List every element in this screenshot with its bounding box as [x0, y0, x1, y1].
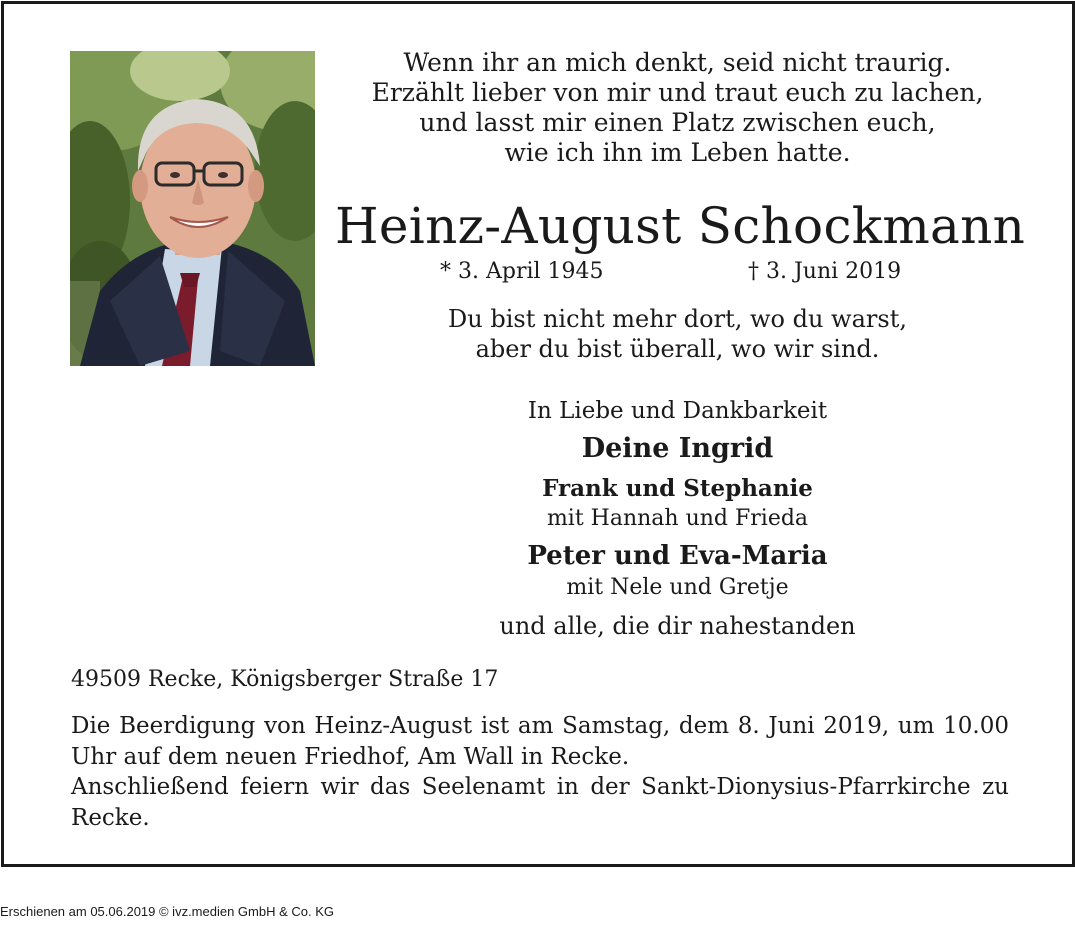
mourners-others: und alle, die dir nahestanden [499, 612, 856, 640]
death-date: † 3. Juni 2019 [748, 259, 902, 284]
poem [335, 48, 1020, 168]
quote-line: Du bist nicht mehr dort, wo du warst, [448, 305, 907, 333]
mourner-grandchildren-1: mit Hannah und Frieda [546, 506, 809, 531]
birth-date: * 3. April 1945 [440, 259, 604, 284]
poem-line: und lasst mir einen Platz zwischen euch, [419, 108, 936, 137]
deceased-name: Heinz-August Schockmann [335, 197, 1026, 255]
poem-line: Erzählt lieber von mir und traut euch zu lachen, [371, 78, 984, 107]
mourner-grandchildren-2: mit Nele und Gretje [566, 575, 789, 600]
mourner-child-2: Peter und Eva-Maria [527, 541, 828, 571]
funeral-paragraph: Die Beerdigung von Heinz-August ist am Samstag, dem 8. Juni 2019, um 10.00 Uhr auf dem neuen Friedhof, Am Wall in Recke. [71, 713, 1009, 770]
requiem-paragraph: Anschließend feiern wir das Seelenamt in der Sankt-Dionysius-Pfarrkirche zu Recke. [71, 774, 1009, 831]
mourner-child-1: Frank und Stephanie [542, 475, 813, 502]
memorial-quote [335, 304, 1020, 364]
publication-footer: Erschienen am 05.06.2019 © ivz.medien GmbH & Co. KG [0, 904, 335, 919]
mourners-intro: In Liebe und Dankbarkeit [527, 398, 828, 424]
poem-line: wie ich ihn im Leben hatte. [504, 138, 851, 167]
portrait-photo [70, 51, 315, 366]
mourner-wife: Deine Ingrid [581, 433, 774, 464]
quote-line: aber du bist überall, wo wir sind. [475, 335, 880, 363]
funeral-info [71, 711, 1009, 833]
poem-line: Wenn ihr an mich denkt, seid nicht traurig. [403, 48, 952, 77]
address: 49509 Recke, Königsberger Straße 17 [71, 667, 499, 692]
